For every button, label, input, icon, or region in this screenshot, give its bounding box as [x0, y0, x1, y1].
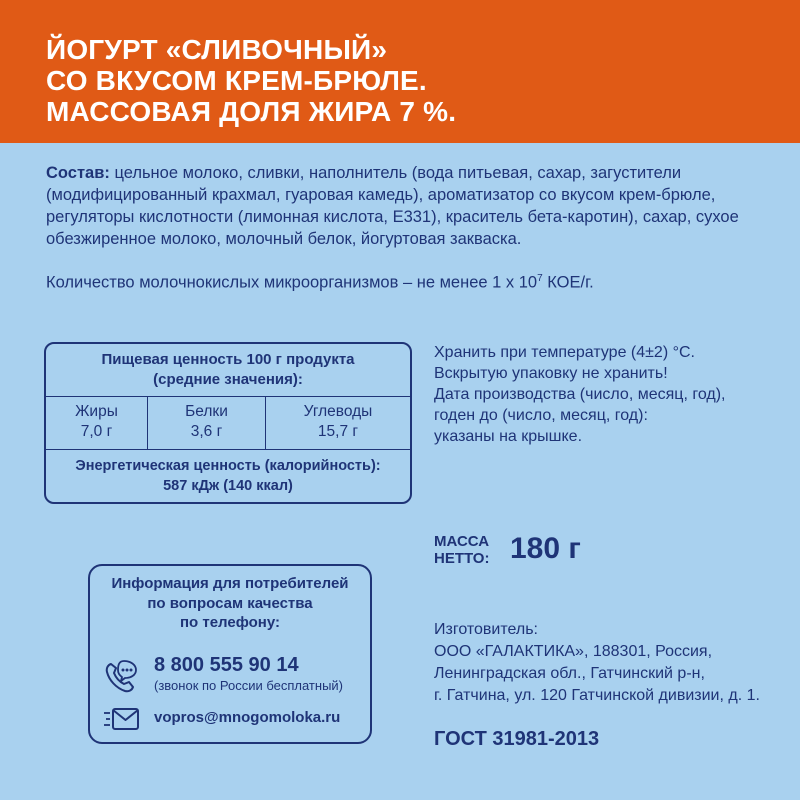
net-weight-value: 180 г — [510, 532, 581, 565]
title-line-1: ЙОГУРТ «СЛИВОЧНЫЙ» — [46, 34, 388, 65]
phone-chat-icon — [102, 657, 140, 695]
nutrition-protein-value: 3,6 г — [190, 423, 223, 440]
consumer-title-line-1: Информация для потребителей — [111, 575, 349, 592]
storage-line-2: Вскрытую упаковку не хранить! — [434, 365, 668, 382]
nutrition-cell-carbs — [266, 397, 410, 449]
nutrition-cell-fat — [46, 397, 148, 449]
composition-ingredients: цельное молоко, сливки, наполнитель (вода питьевая, сахар, загустители (модифицированный крахмал, гуаровая камедь), ароматизатор со вкусом крем-брюле, регуляторы кислотности (лимонная кислота, Е331), краситель бета-каротин), сахар, сухое обезжиренное молоко, молочный белок, йогуртовая закваска. — [46, 164, 739, 248]
manufacturer-info — [434, 619, 794, 707]
consumer-info-box — [88, 564, 372, 744]
composition-label: Состав: — [46, 164, 110, 182]
phone-number[interactable]: 8 800 555 90 14 — [154, 654, 299, 676]
nutrition-values-row — [46, 397, 410, 450]
composition-text — [46, 162, 776, 250]
nutrition-carbs-name: Углеводы — [303, 403, 373, 420]
consumer-title-line-2: по вопросам качества — [147, 594, 313, 612]
net-weight-label-line-1: МАССА — [434, 533, 490, 550]
title-line-2: СО ВКУСОМ КРЕМ-БРЮЛЕ. — [46, 65, 427, 96]
manufacturer-line-2: ООО «ГАЛАКТИКА», 188301, Россия, — [434, 643, 713, 660]
phone-note: (звонок по России бесплатный) — [154, 678, 344, 693]
microorganisms-main: Количество молочнокислых микроорганизмов – не менее 1 x 10 — [46, 273, 538, 292]
nutrition-energy-label: Энергетическая ценность (калорийность): — [75, 458, 381, 474]
consumer-title-line-3: по телефону: — [179, 614, 281, 631]
nutrition-energy — [46, 450, 410, 496]
nutrition-cell-protein — [148, 397, 266, 449]
storage-line-5: указаны на крышке. — [434, 428, 583, 445]
title-line-3: МАССОВАЯ ДОЛЯ ЖИРА 7 %. — [46, 96, 457, 127]
storage-line-1: Хранить при температуре (4±2) °С. — [434, 344, 695, 361]
product-title — [46, 34, 456, 127]
net-weight-label-line-2: НЕТТО: — [434, 550, 490, 567]
nutrition-protein-name: Белки — [185, 403, 228, 420]
manufacturer-line-3: Ленинградская обл., Гатчинский р-н, — [434, 665, 705, 682]
nutrition-header-line-2: (средние значения): — [153, 371, 303, 388]
nutrition-fat-name: Жиры — [75, 403, 118, 420]
nutrition-carbs-value: 15,7 г — [317, 423, 359, 440]
nutrition-table — [44, 342, 412, 504]
nutrition-header-line-1: Пищевая ценность 100 г продукта — [101, 351, 355, 368]
net-weight-label — [434, 533, 514, 567]
storage-instructions — [434, 342, 784, 447]
envelope-icon — [104, 706, 140, 732]
microorganisms-unit: КОЕ/г. — [542, 273, 594, 292]
nutrition-fat-value: 7,0 г — [80, 423, 113, 440]
storage-line-3: Дата производства (число, месяц, год), — [434, 386, 726, 403]
nutrition-energy-value: 587 кДж (140 ккал) — [163, 478, 293, 494]
header-banner — [0, 0, 800, 143]
manufacturer-line-4: г. Гатчина, ул. 120 Гатчинской дивизии, д. 1. — [434, 687, 760, 704]
consumer-info-title — [90, 574, 370, 633]
nutrition-header — [46, 344, 410, 397]
gost-standard: ГОСТ 31981-2013 — [434, 728, 600, 750]
microorganisms-exponent: 7 — [537, 273, 543, 284]
microorganisms-text — [46, 268, 776, 294]
email-address[interactable]: vopros@mnogomoloka.ru — [154, 709, 341, 726]
manufacturer-line-1: Изготовитель: — [434, 621, 538, 638]
storage-line-4: годен до (число, месяц, год): — [434, 407, 648, 424]
